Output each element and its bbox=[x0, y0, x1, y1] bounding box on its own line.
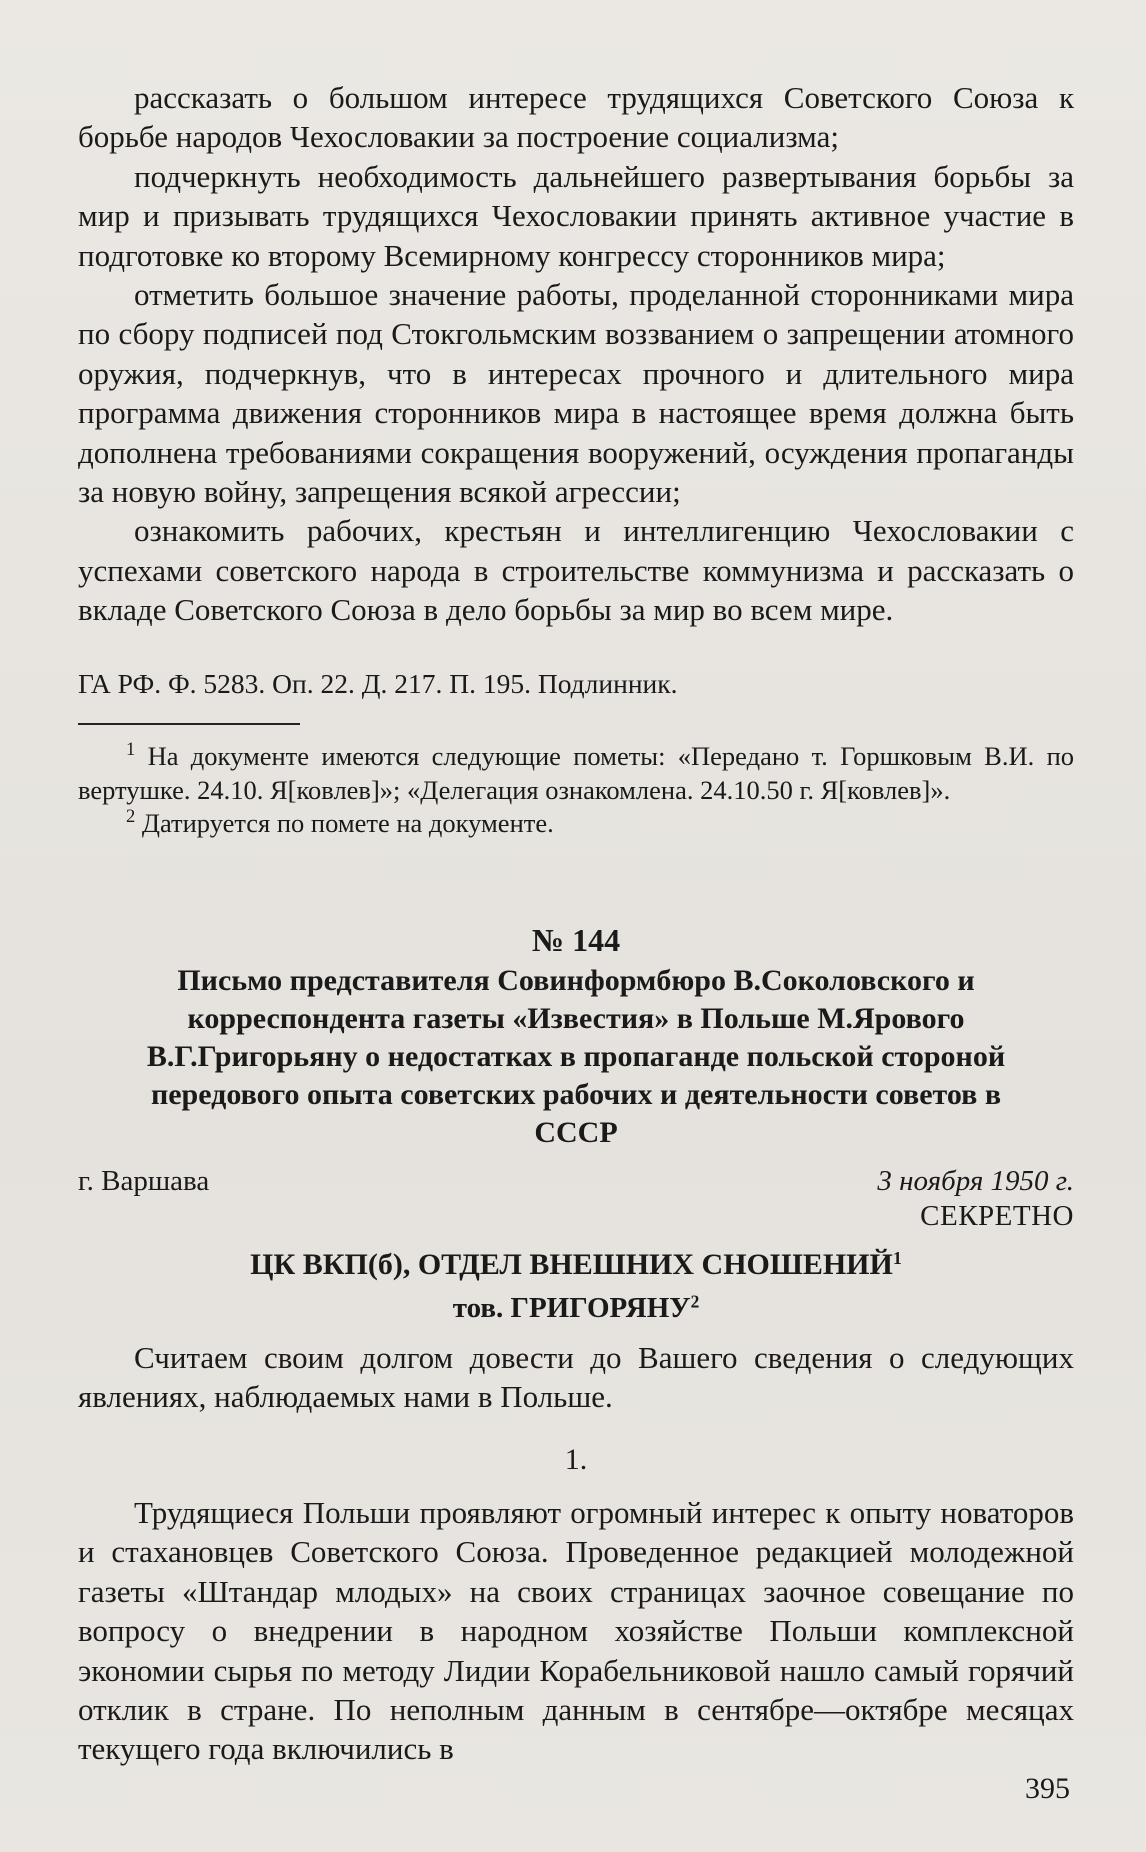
document-number: № 144 bbox=[531, 922, 621, 958]
section-block bbox=[78, 1493, 1074, 1769]
footnote-divider bbox=[78, 723, 300, 725]
paragraph-peace-struggle: подчеркнуть необходимость дальнейшего развертывания борьбы за мир и призывать трудящихся Чехословакии принять активное участие в подготовке ко второму Всемирному конгрессу сторонников мира; bbox=[78, 158, 1074, 273]
footnote-mark: 1 bbox=[126, 738, 136, 760]
paragraph-stockholm-appeal: отметить большое значение работы, проделанной сторонниками мира по сбору подписей под Стокгольмским воззванием о запрещении атомного оружия, подчеркнув, что в интересах прочного и длительного мира программа движения сторонников мира в настоящее время должна быть дополнена требованиями сокращения вооружений, осуждения пропаганды за новую войну, запрещения всякой агрессии; bbox=[78, 277, 1074, 510]
document-title: Письмо представителя Совинформбюро В.Соколовского и корреспондента газеты «Известия» в Польше М.Ярового В.Г.Григорьяну о недостатках в пропаганде польской стороной передового опыта советских рабочих и деятельности советов в СССР bbox=[146, 964, 1006, 1149]
footnotes-block bbox=[78, 740, 1074, 841]
section-number: 1. bbox=[564, 1443, 588, 1476]
footnote-1 bbox=[78, 740, 1074, 807]
addressee-person bbox=[78, 1292, 1074, 1325]
archive-reference: ГА РФ. Ф. 5283. Оп. 22. Д. 217. П. 195. Подлинник. bbox=[78, 668, 678, 699]
footnote-ref-1: 1 bbox=[892, 1248, 902, 1269]
section-paragraph: Трудящиеся Польши проявляют огромный интерес к опыту новаторов и стахановцев Советского Союза. Проведенное редакцией молодежной газеты «Штандар млодых» на своих страницах заочное совещание по вопросу о внедрении в народном хозяйстве Польши комплексной экономии сырья по методу Лидии Корабельниковой нашло самый горячий отклик в стране. По неполным данным в сентябре—октябре месяцах текущего года включились в bbox=[78, 1495, 1074, 1767]
paragraph-soviet-successes: ознакомить рабочих, крестьян и интеллигенцию Чехословакии с успехами советского народа в строительстве коммунизма и рассказать о вкладе Советского Союза в дело борьбы за мир во всем мире. bbox=[78, 513, 1074, 628]
footnote-mark: 2 bbox=[126, 805, 136, 827]
intro-paragraph: Считаем своим долгом довести до Вашего сведения о следующих явлениях, наблюдаемых нами в Польше. bbox=[78, 1340, 1074, 1415]
footnote-text: На документе имеются следующие пометы: «Передано т. Горшковым В.И. по вертушке. 24.10. Я[ковлев]»; «Делегация ознакомлена. 24.10.50 г. Я[ковлев]». bbox=[78, 741, 1074, 805]
archive-reference-block bbox=[78, 666, 1074, 702]
document-date: 3 ноября 1950 г. bbox=[877, 1165, 1074, 1197]
top-text-block bbox=[78, 78, 1074, 630]
addressee-person-text: тов. ГРИГОРЯНУ bbox=[452, 1292, 691, 1324]
paragraph-czech-interest: рассказать о большом интересе трудящихся Советского Союза к борьбе народов Чехословакии за построение социализма; bbox=[78, 80, 1074, 155]
addressee-department-text: ЦК ВКП(б), ОТДЕЛ ВНЕШНИХ СНОШЕНИЙ bbox=[250, 1248, 893, 1281]
addressee-department bbox=[78, 1248, 1074, 1282]
page-number: 395 bbox=[1025, 1772, 1070, 1805]
footnote-2 bbox=[78, 807, 1074, 841]
footnote-text: Датируется по помете на документе. bbox=[141, 808, 554, 838]
document-place: г. Варшава bbox=[78, 1165, 210, 1197]
footnote-ref-2: 2 bbox=[690, 1291, 700, 1312]
intro-block bbox=[78, 1338, 1074, 1417]
classification-stamp: СЕКРЕТНО bbox=[920, 1200, 1074, 1232]
